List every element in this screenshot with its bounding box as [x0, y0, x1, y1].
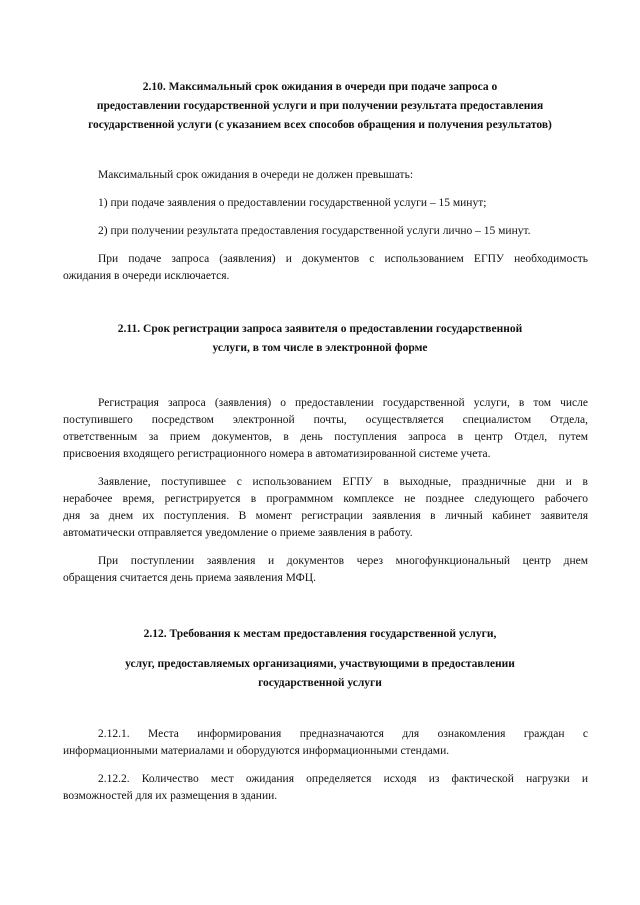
section-2-11-para3-line: обращения считается день приема заявления МФЦ. [63, 572, 316, 584]
section-2-10-para-line: При подаче запроса (заявления) и документов с использованием ЕГПУ необходимость [98, 253, 588, 265]
section-2-12-heading-line-1: 2.12. Требования к местам предоставления государственной услуги, [143, 628, 497, 640]
heading-line: государственной услуги (с указанием всех способов обращения и получения результатов) [88, 119, 552, 131]
section-2-11-para3-line: При поступлении заявления и документов через многофункциональный центр днем [98, 555, 588, 567]
heading-line: услуги, в том числе в электронной форме [212, 342, 428, 354]
section-2-11-para1-line: ответственным за прием документов, в день поступления запроса в центр Отдел, путем [63, 431, 588, 443]
heading-line: услуг, предоставляемых организациями, участвующими в предоставлении [125, 658, 515, 670]
section-2-11-heading [0, 320, 640, 358]
section-2-12-para1-line: 2.12.1. Места информирования предназначаются для ознакомления граждан с [98, 728, 588, 740]
section-2-10-heading [0, 78, 640, 135]
section-2-10-para-line: ожидания в очереди исключается. [63, 270, 230, 282]
section-2-12-heading [0, 655, 640, 693]
section-2-11-para1-line: присвоения входящего регистрационного номера в автоматизированной системе учета. [63, 448, 491, 460]
section-2-10-intro: Максимальный срок ожидания в очереди не должен превышать: [98, 169, 414, 181]
section-2-11-para2-line: дня за днем их поступления. В момент регистрации заявления в личный кабинет заявителя [63, 510, 588, 522]
heading-line: 2.11. Срок регистрации запроса заявителя о предоставлении государственной [117, 323, 523, 335]
section-2-11-para2-line: Заявление, поступившее с использованием ЕГПУ в выходные, праздничные дни и в [98, 476, 588, 488]
heading-line: 2.10. Максимальный срок ожидания в очереди при подаче запроса о [142, 81, 498, 93]
section-2-12-para2-line: 2.12.2. Количество мест ожидания определяется исходя из фактической нагрузки и [98, 773, 588, 785]
section-2-11-para1-line: Регистрация запроса (заявления) о предоставлении государственной услуги, в том числе [98, 397, 588, 409]
section-2-11-para2-line: автоматически отправляется уведомление о приеме заявления в работу. [63, 527, 413, 539]
section-2-12-para2-line: возможностей для их размещения в здании. [63, 790, 278, 802]
section-2-12-para1-line: информационными материалами и оборудуются информационными стендами. [63, 745, 450, 757]
section-2-10-item-2: 2) при получении результата предоставления государственной услуги лично – 15 минут. [98, 225, 531, 237]
heading-line: предоставлении государственной услуги и при получении результата предоставления [96, 100, 544, 112]
section-2-11-para2-line: нерабочее время, регистрируется в программном комплексе не позднее следующего рабочего [63, 493, 588, 505]
heading-line: государственной услуги [258, 677, 382, 689]
section-2-11-para1-line: поступившего посредством электронной почты, осуществляется специалистом Отдела, [63, 414, 588, 426]
section-2-10-item-1: 1) при подаче заявления о предоставлении государственной услуги – 15 минут; [98, 197, 487, 209]
